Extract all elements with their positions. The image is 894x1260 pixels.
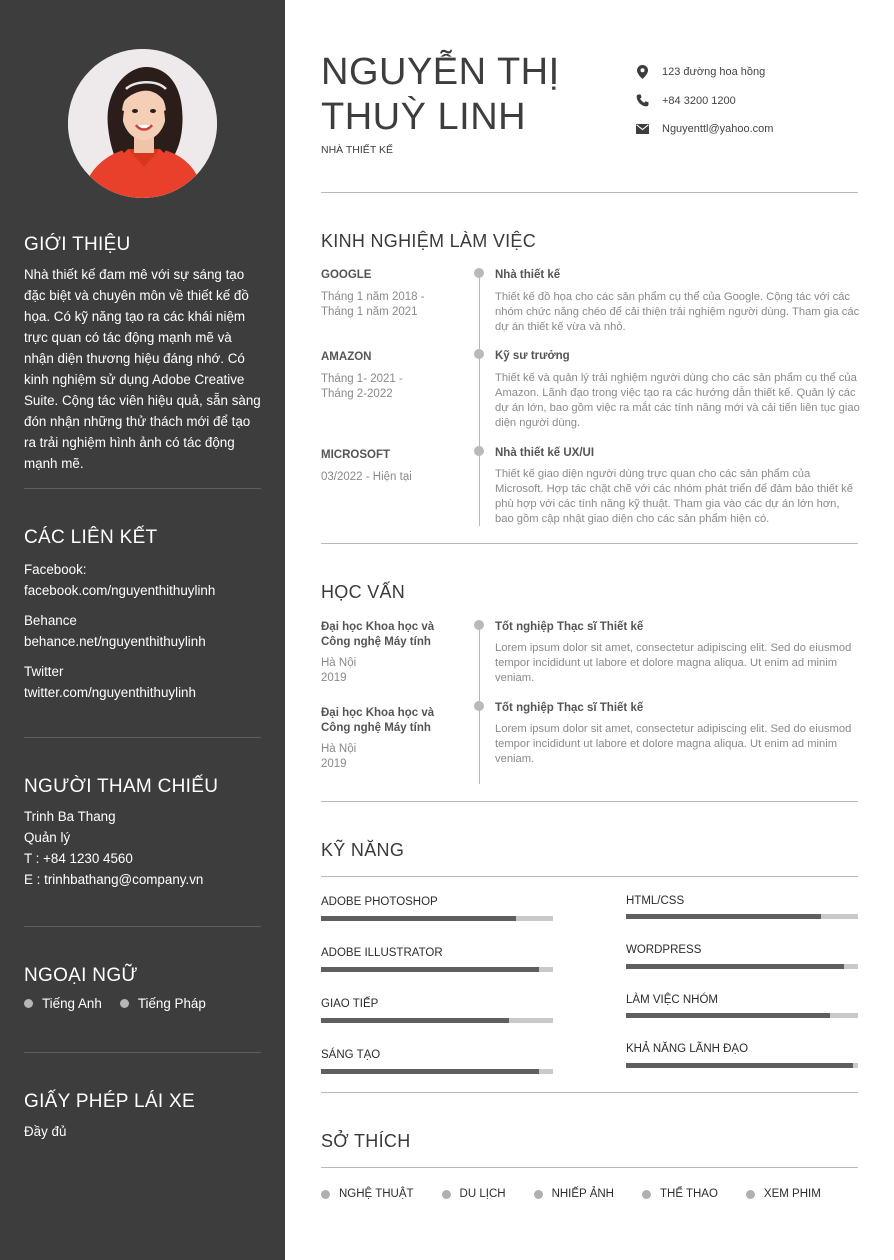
full-name bbox=[321, 50, 611, 140]
edu-school-line: Công nghệ Máy tính bbox=[321, 722, 431, 734]
mail-icon bbox=[634, 124, 650, 134]
license-value: Đầy đủ bbox=[24, 1124, 67, 1139]
section-divider bbox=[321, 1092, 858, 1093]
link-label: Twitter bbox=[24, 664, 64, 679]
edu-desc: Lorem ipsum dolor sit amet, consectetur adipiscing elit. Sed do eiusmod tempor incididunt ut labore et dolore magna aliqua. Ut enim ad minim veniam. bbox=[495, 642, 852, 684]
skill-bar-fill bbox=[321, 916, 516, 921]
exp-role: Nhà thiết kế bbox=[495, 269, 561, 281]
sidebar-divider bbox=[24, 926, 261, 927]
reference-details bbox=[24, 806, 262, 890]
edu-place bbox=[321, 742, 356, 772]
experience-timeline bbox=[479, 272, 480, 526]
skill-name: ADOBE ILLUSTRATOR bbox=[321, 947, 443, 959]
skill-name: KHẢ NĂNG LÃNH ĐẠO bbox=[626, 1043, 749, 1055]
reference-role: Quản lý bbox=[24, 830, 71, 845]
section-divider bbox=[321, 192, 858, 193]
edu-degree: Tốt nghiệp Thạc sĩ Thiết kế bbox=[495, 621, 644, 633]
edu-year: 2019 bbox=[321, 758, 347, 770]
skill-name: HTML/CSS bbox=[626, 895, 685, 907]
phone-icon bbox=[634, 94, 650, 107]
link-label: Behance bbox=[24, 613, 77, 628]
exp-date bbox=[321, 372, 461, 402]
contact-email bbox=[634, 123, 874, 135]
skill-name: SÁNG TẠO bbox=[321, 1049, 381, 1061]
edu-school-line: Đại học Khoa học và bbox=[321, 621, 435, 633]
exp-company: AMAZON bbox=[321, 351, 372, 363]
link-url[interactable]: twitter.com/nguyenthithuylinh bbox=[24, 685, 196, 700]
edu-city: Hà Nội bbox=[321, 657, 357, 669]
skill-bar bbox=[321, 1018, 553, 1023]
hobby-item bbox=[642, 1188, 718, 1200]
hobby-name: NHIẾP ẢNH bbox=[551, 1188, 614, 1200]
skill-bar-fill bbox=[626, 1013, 830, 1018]
name-line-1: NGUYỄN THỊ bbox=[321, 51, 560, 93]
bullet-icon bbox=[746, 1190, 755, 1199]
bullet-icon bbox=[442, 1190, 451, 1199]
intro-text: Nhà thiết kế đam mê với sự sáng tạo đặc biệt và chuyên môn về thiết kế đồ họa. Có kỹ năng tạo ra các khái niệm trực quan có tác động mạnh mẽ và nhận diện thương hiệu đáng nhớ. Có kinh nghiệm sử dụng Adobe Creative Suite. Cộng tác viên hiệu quả, sẵn sàng đón nhận những thử thách mới để tạo ra trải nghiệm hình ảnh có tác động mạnh mẽ. bbox=[24, 267, 261, 471]
profile-photo bbox=[68, 49, 217, 198]
edu-desc: Lorem ipsum dolor sit amet, consectetur adipiscing elit. Sed do eiusmod tempor incididunt ut labore et dolore magna aliqua. Ut enim ad minim veniam. bbox=[495, 723, 852, 765]
reference-phone: T : +84 1230 4560 bbox=[24, 851, 133, 866]
license-section bbox=[24, 1091, 262, 1142]
exp-desc: Thiết kế và quản lý trải nghiệm người dùng cho các sản phẩm cụ thể của Amazon. Lãnh đạo trong việc tạo ra các hướng dẫn thiết kế. Quản lý các dự án lớn, bao gồm việc ra mắt các tính năng mới và cải tiến liên tục giao diện người dùng. bbox=[495, 372, 860, 429]
section-divider bbox=[321, 1167, 858, 1168]
edu-degree: Tốt nghiệp Thạc sĩ Thiết kế bbox=[495, 702, 644, 714]
links-list bbox=[24, 559, 262, 703]
hobby-name: XEM PHIM bbox=[763, 1188, 821, 1200]
skill-name: ADOBE PHOTOSHOP bbox=[321, 896, 438, 908]
edu-year: 2019 bbox=[321, 672, 347, 684]
experience-title: KINH NGHIỆM LÀM VIỆC bbox=[321, 231, 537, 251]
timeline-dot bbox=[474, 620, 484, 630]
section-divider bbox=[321, 801, 858, 802]
skill-bar bbox=[626, 1013, 858, 1018]
skill-bar-fill bbox=[626, 914, 821, 919]
contact-phone bbox=[634, 94, 874, 107]
skill-bar bbox=[321, 916, 553, 921]
reference-section bbox=[24, 776, 262, 890]
timeline-dot bbox=[474, 446, 484, 456]
language-item bbox=[24, 996, 102, 1011]
hobby-item bbox=[534, 1188, 614, 1200]
hobby-name: NGHỆ THUẬT bbox=[339, 1188, 414, 1200]
bullet-icon bbox=[321, 1190, 330, 1199]
skill-bar bbox=[626, 964, 858, 969]
edu-city: Hà Nội bbox=[321, 743, 357, 755]
hobby-item bbox=[746, 1188, 821, 1200]
section-divider bbox=[321, 876, 858, 877]
link-item-facebook bbox=[24, 559, 262, 601]
bullet-icon bbox=[642, 1190, 651, 1199]
skill-bar bbox=[626, 914, 858, 919]
link-item-twitter bbox=[24, 661, 262, 703]
skill-name: WORDPRESS bbox=[626, 944, 702, 956]
exp-date-start: Tháng 1 năm 2018 - bbox=[321, 291, 425, 303]
reference-name: Trinh Ba Thang bbox=[24, 809, 116, 824]
skill-bar bbox=[321, 1069, 553, 1074]
phone-text: +84 3200 1200 bbox=[662, 94, 736, 107]
sidebar bbox=[0, 0, 285, 1260]
exp-role: Kỹ sư trưởng bbox=[495, 350, 570, 362]
edu-place bbox=[321, 656, 356, 686]
timeline-dot bbox=[474, 701, 484, 711]
timeline-dot bbox=[474, 268, 484, 278]
reference-title: NGƯỜI THAM CHIẾU bbox=[24, 776, 219, 797]
bullet-icon bbox=[534, 1190, 543, 1199]
exp-date bbox=[321, 290, 461, 320]
sidebar-divider bbox=[24, 737, 261, 738]
exp-date-end: Tháng 2-2022 bbox=[321, 388, 393, 400]
license-title: GIẤY PHÉP LÁI XE bbox=[24, 1091, 195, 1112]
exp-role: Nhà thiết kế UX/UI bbox=[495, 447, 595, 459]
hobby-item bbox=[442, 1188, 506, 1200]
languages-section bbox=[24, 965, 262, 1011]
language-name: Tiếng Pháp bbox=[137, 996, 206, 1011]
languages-list bbox=[24, 996, 262, 1011]
edu-school bbox=[321, 706, 461, 736]
links-section bbox=[24, 527, 262, 712]
hobbies-list bbox=[321, 1188, 821, 1200]
skill-name: GIAO TIẾP bbox=[321, 998, 379, 1010]
exp-desc: Thiết kế đồ họa cho các sản phẩm cụ thể của Google. Cộng tác với các nhóm chức năng chéo để cải thiện trải nghiệm người dùng. Tham gia các dự án thiết kế vừa và nhỏ. bbox=[495, 291, 860, 333]
exp-date bbox=[321, 470, 461, 485]
exp-date-end: Tháng 1 năm 2021 bbox=[321, 306, 418, 318]
hobby-name: THỂ THAO bbox=[659, 1188, 718, 1200]
intro-title: GIỚI THIỆU bbox=[24, 234, 131, 255]
links-title: CÁC LIÊN KẾT bbox=[24, 527, 158, 548]
link-url[interactable]: facebook.com/nguyenthithuylinh bbox=[24, 583, 216, 598]
exp-company: GOOGLE bbox=[321, 269, 372, 281]
bullet-icon bbox=[120, 999, 129, 1008]
skill-bar-fill bbox=[321, 967, 539, 972]
email-text[interactable]: Nguyenttl@yahoo.com bbox=[662, 123, 774, 135]
skill-bar-fill bbox=[626, 964, 844, 969]
edu-school-line: Đại học Khoa học và bbox=[321, 707, 435, 719]
intro-section bbox=[24, 234, 262, 474]
languages-title: NGOẠI NGỮ bbox=[24, 965, 138, 986]
skill-bar bbox=[626, 1063, 858, 1068]
hobbies-title: SỞ THÍCH bbox=[321, 1131, 411, 1151]
contact-address bbox=[634, 65, 874, 79]
exp-date-start: Tháng 1- 2021 - bbox=[321, 373, 403, 385]
timeline-dot bbox=[474, 349, 484, 359]
exp-date-start: 03/2022 - Hiện tại bbox=[321, 471, 412, 483]
skill-name: LÀM VIỆC NHÓM bbox=[626, 994, 719, 1006]
edu-school-line: Công nghệ Máy tính bbox=[321, 636, 431, 648]
section-divider bbox=[321, 543, 858, 544]
skill-bar-fill bbox=[626, 1063, 853, 1068]
link-label: Facebook: bbox=[24, 562, 87, 577]
hobby-name: DU LỊCH bbox=[459, 1188, 506, 1200]
edu-school bbox=[321, 620, 461, 650]
bullet-icon bbox=[24, 999, 33, 1008]
link-url[interactable]: behance.net/nguyenthithuylinh bbox=[24, 634, 206, 649]
education-title: HỌC VẤN bbox=[321, 582, 406, 602]
skill-bar bbox=[321, 967, 553, 972]
address-text: 123 đường hoa hồng bbox=[662, 66, 766, 78]
language-name: Tiếng Anh bbox=[42, 996, 102, 1011]
hobby-item bbox=[321, 1188, 414, 1200]
job-title: NHÀ THIẾT KẾ bbox=[321, 144, 393, 156]
link-item-behance bbox=[24, 610, 262, 652]
name-line-2: THUỲ LINH bbox=[321, 96, 527, 138]
skills-title: KỸ NĂNG bbox=[321, 840, 405, 860]
sidebar-divider bbox=[24, 488, 261, 489]
skill-bar-fill bbox=[321, 1069, 539, 1074]
location-pin-icon bbox=[634, 65, 650, 79]
skill-bar-fill bbox=[321, 1018, 509, 1023]
avatar-illustration bbox=[68, 49, 217, 198]
exp-desc: Thiết kế giao diện người dùng trực quan cho các sản phẩm của Microsoft. Hợp tác chặt chẽ với các nhóm phát triển để đảm bảo thiết kế phù hợp với các tính năng kỹ thuật. Tham gia vào các dự án lớn hơn, bao gồm cập nhật giao diện cho các sản phẩm hiện có. bbox=[495, 468, 853, 525]
sidebar-divider bbox=[24, 1052, 261, 1053]
exp-company: MICROSOFT bbox=[321, 449, 390, 461]
reference-email: E : trinhbathang@company.vn bbox=[24, 872, 204, 887]
language-item bbox=[120, 996, 206, 1011]
